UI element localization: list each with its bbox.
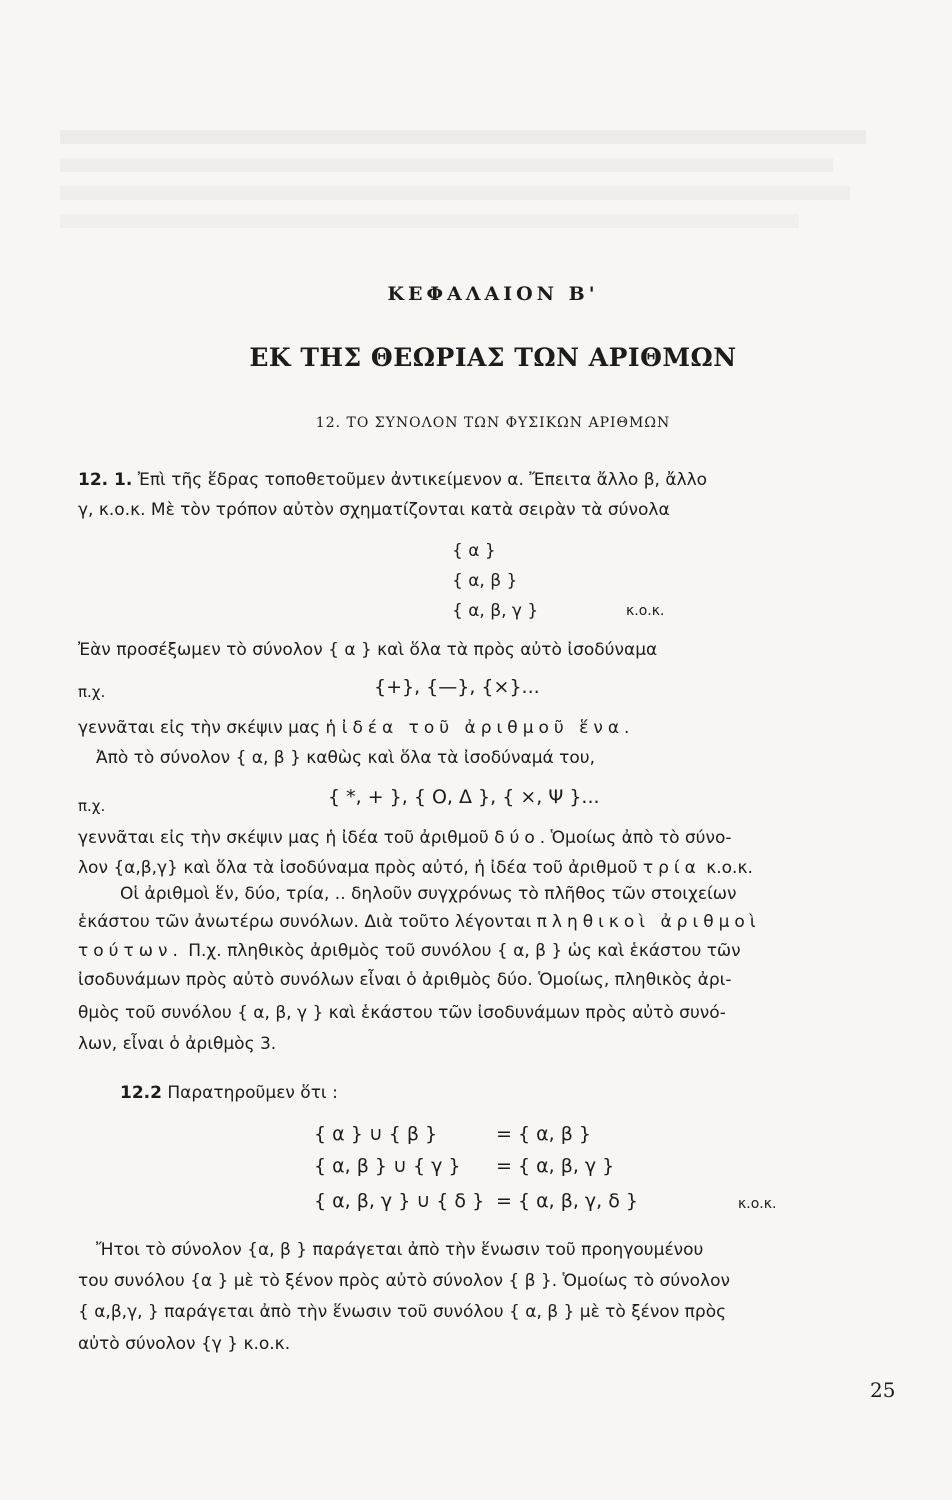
paragraph-line <box>78 828 732 848</box>
emphasized-term: δύο <box>494 828 540 848</box>
paragraph-line: αὐτὸ σύνολον {γ } κ.ο.κ. <box>78 1334 291 1354</box>
union-equation-right: = { α, β, γ } <box>496 1155 615 1177</box>
set-display: { α, β } <box>452 571 518 591</box>
bleed-through-shadow <box>60 120 900 242</box>
set-display: { α, β, γ } <box>452 601 539 621</box>
paragraph-text: κ.ο.κ. <box>706 858 753 878</box>
paragraph-line: γ, κ.ο.κ. Μὲ τὸν τρόπον αὐτὸν σχηματίζονται κατὰ σειρὰν τὰ σύνολα <box>78 500 670 520</box>
paragraph-text: γεννᾶται εἰς τὴν σκέψιν μας ἡ ἰδέα τοῦ ἀριθμοῦ <box>78 828 489 848</box>
paragraph-line: { α,β,γ, } παράγεται ἀπὸ τὴν ἕνωσιν τοῦ συνόλου { α, β } μὲ τὸ ξένον πρὸς <box>78 1302 727 1322</box>
paragraph-line: του συνόλου {α } μὲ τὸ ξένον πρὸς αὐτὸ σύνολον { β }. Ὁμοίως τὸ σύνολον <box>78 1271 731 1291</box>
paragraph-text: Παρατηροῦμεν ὅτι : <box>167 1083 338 1103</box>
paragraph-line: ἰσοδυνάμων πρὸς αὐτὸ συνόλων εἶναι ὁ ἀριθμὸς δύο. Ὁμοίως, πληθικὸς ἀρι- <box>78 970 732 990</box>
etc-label: κ.ο.κ. <box>738 1196 777 1212</box>
paragraph-line <box>78 941 741 961</box>
emphasized-term: τρία <box>642 858 701 878</box>
page-number: 25 <box>870 1378 896 1402</box>
example-label: π.χ. <box>78 797 106 815</box>
paragraph-number: 12.2 <box>120 1083 162 1103</box>
paragraph-text: . Ὁμοίως ἀπὸ τὸ σύνο- <box>539 828 732 848</box>
union-equation-right: = { α, β } <box>496 1123 591 1145</box>
etc-label: κ.ο.κ. <box>626 603 665 619</box>
paragraph-line: θμὸς τοῦ συνόλου { α, β, γ } καὶ ἑκάστου τῶν ἰσοδυνάμων πρὸς αὐτὸ συνό- <box>78 1003 726 1023</box>
set-examples: {+}, {—}, {×}... <box>374 676 540 698</box>
paragraph-line <box>120 1083 338 1103</box>
example-label: π.χ. <box>78 683 106 701</box>
emphasized-term: ἰδέα τοῦ ἀριθμοῦ ἕνα. <box>341 718 635 738</box>
paragraph-number: 12. 1. <box>78 470 133 490</box>
paragraph-line: Ἐὰν προσέξωμεν τὸ σύνολον { α } καὶ ὅλα τὰ πρὸς αὐτὸ ἰσοδύναμα <box>78 640 658 660</box>
paragraph-line: Οἱ ἀριθμοὶ ἕν, δύο, τρία, .. δηλοῦν συγχρόνως τὸ πλῆθος τῶν στοιχείων <box>120 884 737 904</box>
paragraph-line <box>78 470 707 490</box>
set-display: { α } <box>452 541 496 561</box>
paragraph-line <box>78 858 753 878</box>
section-heading: 12. ΤΟ ΣΥΝΟΛΟΝ ΤΩΝ ΦΥΣΙΚΩΝ ΑΡΙΘΜΩΝ <box>315 415 671 431</box>
chapter-heading: ΚΕΦΑΛΑΙΟΝ Β' <box>387 283 599 305</box>
paragraph-text: γεννᾶται εἰς τὴν σκέψιν μας ἡ <box>78 718 337 738</box>
paragraph-line: λων, εἶναι ὁ ἀριθμὸς 3. <box>78 1034 277 1054</box>
paragraph-line <box>78 912 761 932</box>
paragraph-line <box>78 718 634 738</box>
set-examples: { *, + }, { Ο, Δ }, { ×, Ψ }... <box>328 786 600 808</box>
union-equation-right: = { α, β, γ, δ } <box>496 1190 638 1212</box>
paragraph-line: Ἤτοι τὸ σύνολον {α, β } παράγεται ἀπὸ τὴν ἕνωσιν τοῦ προηγουμένου <box>96 1240 704 1260</box>
paragraph-text: Ἐπὶ τῆς ἕδρας τοποθετοῦμεν ἀντικείμενον α. Ἔπειτα ἄλλο β, ἄλλο <box>137 470 708 490</box>
chapter-title: ΕΚ ΤΗΣ ΘΕΩΡΙΑΣ ΤΩΝ ΑΡΙΘΜΩΝ <box>249 343 737 372</box>
union-equation-left: { α, β, γ } ∪ { δ } <box>314 1190 485 1212</box>
union-equation-left: { α } ∪ { β } <box>314 1123 438 1145</box>
emphasized-term: πληθικοὶ ἀριθμοὶ <box>536 912 761 932</box>
union-equation-left: { α, β } ∪ { γ } <box>314 1155 461 1177</box>
paragraph-line: Ἀπὸ τὸ σύνολον { α, β } καθὼς καὶ ὅλα τὰ ἰσοδύναμά του, <box>96 748 595 768</box>
paragraph-text: ἑκάστου τῶν ἀνωτέρω συνόλων. Διὰ τοῦτο λέγονται <box>78 912 532 932</box>
paragraph-text: λον {α,β,γ} καὶ ὅλα τὰ ἰσοδύναμα πρὸς αὐτό, ἡ ἰδέα τοῦ ἀριθμοῦ <box>78 858 638 878</box>
paragraph-text: Π.χ. πληθικὸς ἀριθμὸς τοῦ συνόλου { α, β } ὡς καὶ ἑκάστου τῶν <box>188 941 741 961</box>
emphasized-term: τούτων. <box>78 941 183 961</box>
